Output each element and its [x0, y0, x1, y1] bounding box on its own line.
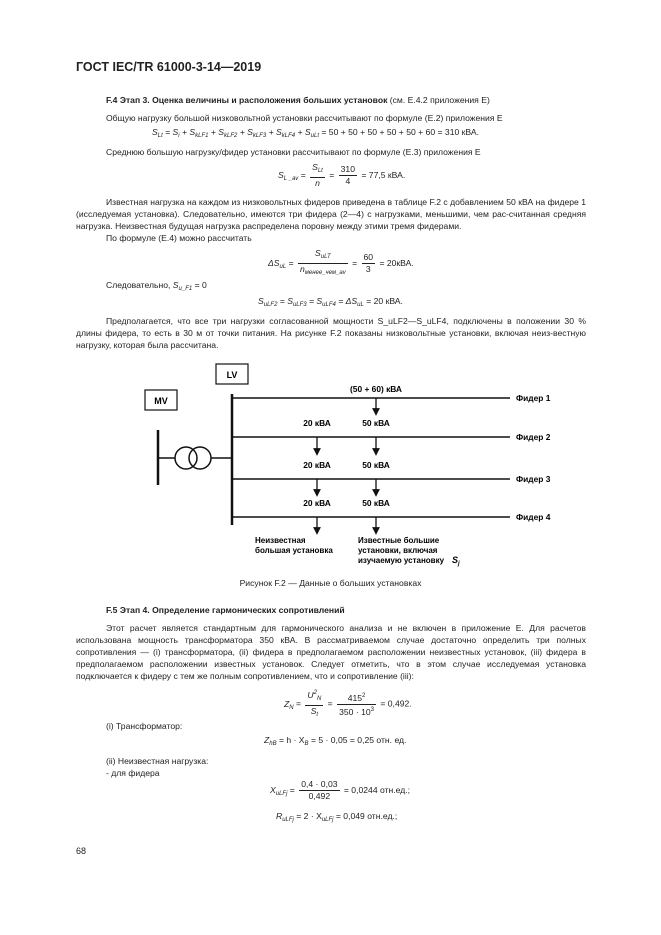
load-label: 20 кВА: [303, 418, 331, 428]
page-number: 68: [76, 846, 87, 856]
legend-known: изучаемую установку: [358, 556, 445, 565]
equation-numerator: 415: [347, 692, 363, 703]
equation-feeder-reactance: $X_{uLFj}$ = $\frac{0,4 \cdot 0,03}{0,492}$ = 0,0244 отн.ед.;: [270, 779, 411, 801]
load-label: 50 кВА: [362, 418, 390, 428]
paragraph: Общую нагрузку большой низковольтной установки рассчитывают по формуле (Е.2) приложения Е: [106, 113, 503, 123]
equation-transformer: $Z_{hB} = h \cdot X_B = 5 \cdot 0,05 = 0,25$ отн. ед.: [264, 735, 407, 747]
equation-total-load: $S_{Lt} = S_i + S_{kLF1} + S_{kLF2} + S_{kLF3} + S_{kLF4} + S_{uLt} = 50 + 50 + 50 + 50 + 50 + 60 = 310$ кВА.: [152, 127, 479, 139]
list-item: (ii) Неизвестная нагрузка:: [106, 756, 209, 766]
paragraph: Известная нагрузка на каждом из низковольтных фидеров приведена в таблице F.2 с добавлением 50 кВА на фидере 1 (исследуемая установка). Следовательно, имеются три фидера (2—4) с нагрузками, меньшими, чем рас-считанная средняя нагрузка. Неизвестная будущая нагрузка распределена поровну между этими тремя фидерами.: [76, 197, 586, 231]
section-f4-heading: F.4 Этап 3. Оценка величины и расположения больших установок: [106, 95, 388, 105]
equation-feeder-resistance: $R_{uLFj} = 2 \cdot X_{uLFj} = 0,049$ отн.ед.;: [276, 811, 398, 823]
equation-unknown-load: $\Delta S_{uL}$ = $\frac{S_{uLT}}{n_{менее\_чем\_av}}$ = $\frac{60}{3}$ = 20кВА.: [268, 248, 414, 276]
paragraph-lead: Следовательно,: [106, 280, 171, 290]
equation-denominator: 3: [365, 264, 371, 274]
feeder-label: Фидер 3: [516, 474, 551, 484]
list-item: (i) Трансформатор:: [106, 721, 183, 731]
top-load-label: (50 + 60) кВА: [350, 384, 402, 394]
figure-caption: Рисунок F.2 — Данные о больших установках: [239, 578, 422, 588]
equation-denominator: 350 · 10: [339, 706, 371, 717]
mv-label: MV: [154, 396, 168, 406]
list-item: - для фидера: [106, 768, 160, 778]
section-f4-title: [106, 94, 586, 106]
load-label: 50 кВА: [362, 498, 390, 508]
section-f4-ref: (см. Е.4.2 приложения Е): [387, 95, 490, 105]
paragraph: Предполагается, что все три нагрузки согласованной мощности S_uLF2—S_uLF4, подключены в положении 30 % длины фидера, то есть в 30 м от точки питания. На рисунке F.2 показаны низковольтные установки, включая неиз-вестную нагрузку, которая была рассчитана.: [76, 316, 586, 350]
feeder-label: Фидер 1: [516, 393, 551, 403]
legend-unknown: Неизвестная: [255, 536, 306, 545]
equation-part: = h · X: [278, 735, 305, 745]
equation-value: = 20кВА.: [379, 257, 414, 268]
equation-value: = 20 кВА.: [366, 296, 403, 306]
load-label: 20 кВА: [303, 498, 331, 508]
lv-label: LV: [226, 370, 238, 380]
equation-value: = 0,492.: [380, 698, 412, 709]
equation-value: = 5 · 0,05 = 0,25 отн. ед.: [310, 735, 407, 745]
equation-numerator: 310: [340, 164, 355, 174]
paragraph: Среднюю большую нагрузку/фидер установки рассчитывают по формуле (Е.3) приложения Е: [106, 147, 481, 157]
equation-average-load: $S_{L \_av}$ = $\frac{S_{Lt}}{n}$ = $\frac{310}{4}$ = 77,5 кВА.: [278, 162, 406, 188]
load-label: 50 кВА: [362, 460, 390, 470]
legend-known: установки, включая: [358, 546, 438, 555]
paragraph: По формуле (Е.4) можно рассчитать: [106, 233, 252, 243]
equation-base-impedance: $Z_N$ = $\frac{U^2_N}{S_t}$ = $\frac{415^2}{350 \cdot 10^3}$ = 0,492.: [284, 689, 412, 718]
equation-value: = 77,5 кВА.: [361, 169, 406, 180]
legend-unknown: большая установка: [255, 546, 333, 555]
equation-numerator: 60: [363, 252, 374, 262]
svg-text:Sj: $S_j$: [452, 555, 460, 567]
equation-feeder-loads: $S_{uLF2} = S_{uLF3} = S_{uLF4} = \Delta S_{uL} = 20$ кВА.: [258, 296, 403, 308]
equation-numerator: 0,4 · 0,03: [301, 779, 338, 789]
transformer-symbol: [175, 447, 197, 469]
legend-known: Известные большие: [358, 536, 440, 545]
equation-value: = 0,049 отн.ед.;: [335, 811, 398, 821]
feeder-label: Фидер 4: [516, 512, 551, 522]
document-code: ГОСТ IEC/TR 61000-3-14—2019: [76, 60, 262, 74]
figure-diagram: [130, 360, 570, 575]
section-f5-title: F.5 Этап 4. Определение гармонических сопротивлений: [106, 605, 345, 615]
equation-denominator: 4: [345, 176, 351, 186]
load-label: 20 кВА: [303, 460, 331, 470]
equation-value: = 50 + 50 + 50 + 50 + 50 + 60 = 310 кВА.: [321, 127, 479, 137]
equation-part: = 2 · X: [296, 811, 322, 821]
paragraph: Этот расчет является стандартным для гармонического анализа и не включен в приложение Е. Для расчетов использована мощность трансформатора 350 кВА. В рассматриваемом случае достаточно определить три полных сопротивления — (i) трансформатора, (ii) фидера в предполагаемом расположении неизвестных установок, (iii) фидера в предполагаемом расположении известных установок. Следует отметить, что в этом случае исследуемая установка подключается к фидеру с тем же полным сопротивлением, что и сопротивление (iii):: [76, 623, 586, 681]
paragraph: Следовательно, $S_{u\_F1} = 0$: [106, 280, 207, 292]
equation-value: = 0,0244 отн.ед.;: [343, 784, 411, 795]
feeder-label: Фидер 2: [516, 432, 551, 442]
equation-denominator: 0,492: [308, 791, 331, 801]
